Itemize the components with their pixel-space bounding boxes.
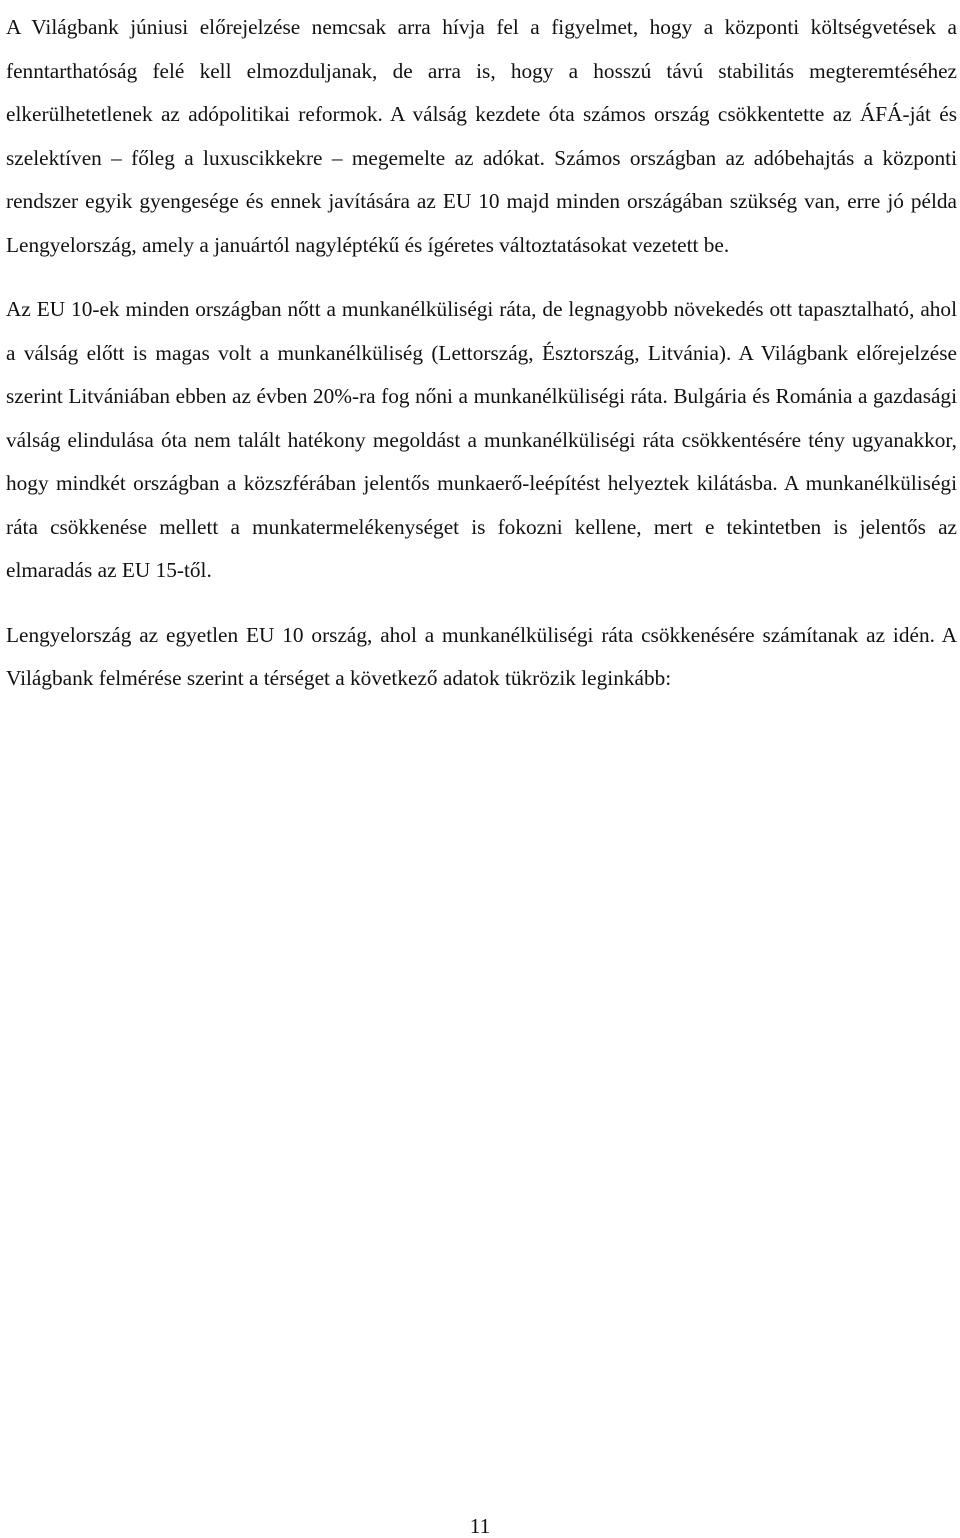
page-number: 11 xyxy=(469,1514,491,1538)
paragraph-fiscal-policy: A Világbank júniusi előrejelzése nemcsak arra hívja fel a figyelmet, hogy a központi költségvetések a fenntarthatóság felé kell elmozduljanak, de arra is, hogy a hosszú távú stabilitás megteremtéséhez elkerülhetetlenek az adópolitikai reformok. A válság kezdete óta számos ország csökkentette az ÁFÁ-ját és szelektíven – főleg a luxuscikkekre – megemelte az adókat. Számos országban az adóbehajtás a központi rendszer egyik gyengesége és ennek javítására az EU 10 majd minden országában szükség van, erre jó példa Lengyelország, amely a januártól nagyléptékű és ígéretes változtatásokat vezetett be. xyxy=(6,15,957,257)
paragraph-unemployment: Az EU 10-ek minden országban nőtt a munkanélküliségi ráta, de legnagyobb növekedés ott tapasztalható, ahol a válság előtt is magas volt a munkanélküliség (Lettország, Észtország, Litvánia). A Világbank előrejelzése szerint Litvániában ebben az évben 20%-ra fog nőni a munkanélküliségi ráta. Bulgária és Románia a gazdasági válság elindulása óta nem talált hatékony megoldást a munkanélküliségi ráta csökkentésére tény ugyanakkor, hogy mindkét országban a közszférában jelentős munkaerő-leépítést helyeztek kilátásba. A munkanélküliségi ráta csökkenése mellett a munkatermelékenységet is fokozni kellene, mert e tekintetben is jelentős az elmaradás az EU 15-től. xyxy=(6,297,957,582)
body-text xyxy=(6,6,957,701)
paragraph-poland-outlook: Lengyelország az egyetlen EU 10 ország, ahol a munkanélküliségi ráta csökkenésére számítanak az idén. A Világbank felmérése szerint a térséget a következő adatok tükrözik leginkább: xyxy=(6,622,957,690)
